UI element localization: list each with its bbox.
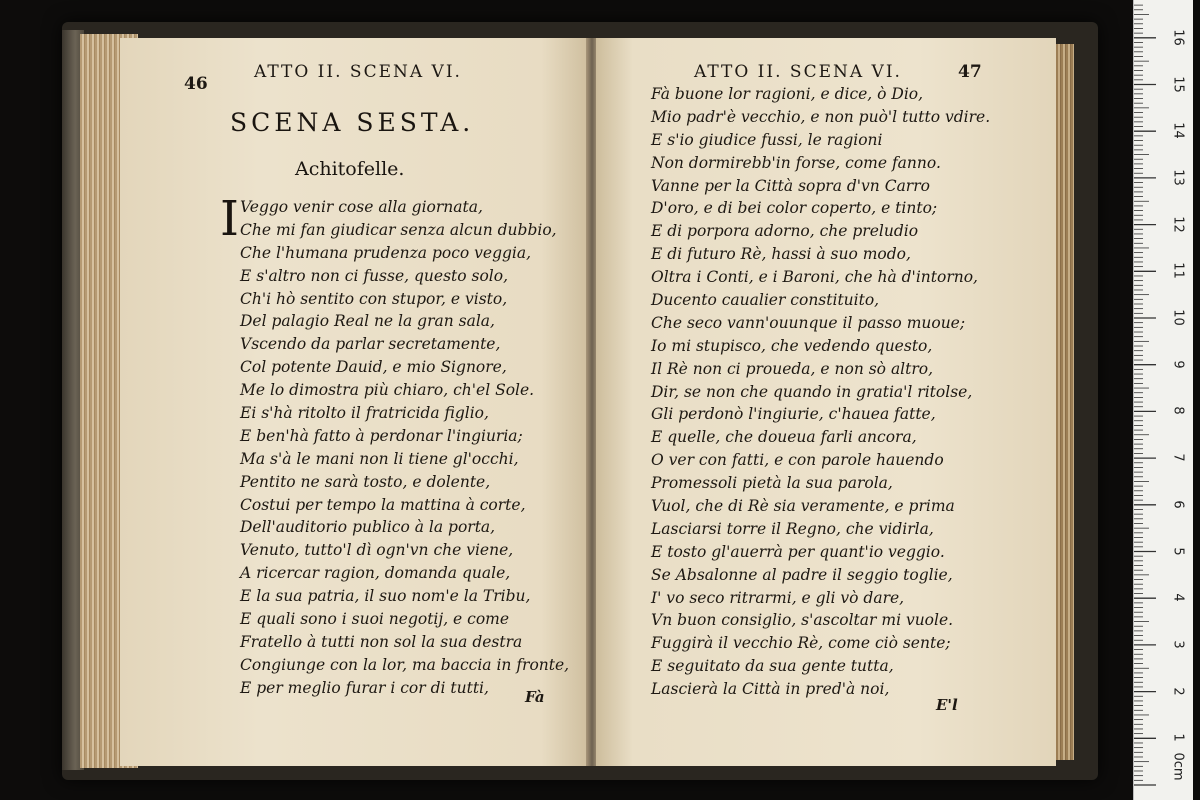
ruler-label: 12 xyxy=(1170,215,1186,233)
verse-line: Mio padr'è vecchio, e non può'l tutto vdire. xyxy=(651,107,991,126)
verse-line: Me lo dimostra più chiaro, ch'el Sole. xyxy=(240,381,535,400)
ruler-label: 14 xyxy=(1170,122,1186,139)
verse-line: Fratello à tutti non sol la sua destra xyxy=(240,632,523,651)
right-page xyxy=(596,38,1056,766)
verse-line: Oltra i Conti, e i Baroni, che hà d'intorno, xyxy=(651,268,978,287)
ruler-label: 3 xyxy=(1170,640,1186,649)
left-page xyxy=(120,38,588,766)
verse-line: Vuol, che di Rè sia veramente, e prima xyxy=(651,497,955,516)
ruler-label: 9 xyxy=(1170,360,1186,369)
verse-line: E s'altro non ci fusse, questo solo, xyxy=(240,266,509,285)
verse-line: Gli perdonò l'ingiurie, c'hauea fatte, xyxy=(651,405,936,424)
running-head: ATTO II. SCENA VI. xyxy=(694,62,902,82)
verse-line: Ma s'à le mani non li tiene gl'occhi, xyxy=(240,449,519,468)
ruler-label: 1 xyxy=(1170,733,1186,742)
ruler-label: 0cm xyxy=(1170,752,1186,781)
ruler-label: 2 xyxy=(1170,686,1186,696)
ruler-label: 10 xyxy=(1170,309,1186,326)
ruler-label: 6 xyxy=(1170,500,1186,509)
verse-line: Il Rè non ci proueda, e non sò altro, xyxy=(651,359,934,378)
verse-line: Promessoli pietà la sua parola, xyxy=(651,474,893,493)
verse-line: Che mi fan giudicar senza alcun dubbio, xyxy=(240,220,557,239)
verse-line: E tosto gl'auerrà per quant'io veggio. xyxy=(651,542,945,561)
verse-line: E ben'hà fatto à perdonar l'ingiuria; xyxy=(240,426,523,445)
verse-line: Ch'i hò sentito con stupor, e visto, xyxy=(240,289,508,308)
ruler-label: 11 xyxy=(1170,262,1186,280)
verse-line: Che seco vann'ouunque il passo muoue; xyxy=(651,313,966,332)
ruler-label: 16 xyxy=(1170,29,1186,46)
verse-line: E quali sono i suoi negotij, e come xyxy=(240,610,510,629)
verse-line: Del palagio Real ne la gran sala, xyxy=(240,312,495,331)
ruler-label: 15 xyxy=(1170,75,1186,93)
verse-line: O ver con fatti, e con parole hauendo xyxy=(651,451,944,470)
verse-line: Vanne per la Città sopra d'vn Carro xyxy=(651,176,930,195)
verse-line: Col potente Dauid, e mio Signore, xyxy=(240,358,507,377)
verse-line: Dir, se non che quando in gratia'l ritolse, xyxy=(651,382,973,401)
verse-line: D'oro, e di bei color coperto, e tinto; xyxy=(651,199,938,218)
ruler-label: 4 xyxy=(1170,593,1186,602)
verse-lines xyxy=(651,83,990,701)
verse-line: Venuto, tutto'l dì ogn'vn che viene, xyxy=(240,541,514,560)
page-number: 46 xyxy=(184,74,208,94)
verse-line: I' vo seco ritrarmi, e gli vò dare, xyxy=(651,588,905,607)
verse-line: E quelle, che doueua farli ancora, xyxy=(651,428,917,447)
verse-line: Se Absalonne al padre il seggio toglie, xyxy=(651,565,953,584)
running-head: ATTO II. SCENA VI. xyxy=(254,62,462,82)
drop-cap: I xyxy=(220,191,239,247)
catchword: Fà xyxy=(525,688,545,706)
ruler-label: 13 xyxy=(1170,169,1186,186)
verse-line: Fà buone lor ragioni, e dice, ò Dio, xyxy=(651,85,924,103)
verse-line: E s'io giudice fussi, le ragioni xyxy=(651,130,883,149)
verse-line: Vn buon consiglio, s'ascoltar mi vuole. xyxy=(651,611,954,630)
verse-line: Io mi stupisco, che vedendo questo, xyxy=(651,336,933,355)
verse-lines xyxy=(240,196,569,700)
verse-line: Veggo venir cose alla giornata, xyxy=(240,198,483,216)
ruler-label: 7 xyxy=(1170,453,1186,462)
verse-line: E per meglio furar i cor di tutti, xyxy=(240,678,489,697)
verse-line: Non dormirebb'in forse, come fanno. xyxy=(651,153,941,172)
verse-line: E di futuro Rè, hassi à suo modo, xyxy=(651,245,911,264)
verse-line: Vscendo da parlar secretamente, xyxy=(240,335,501,354)
verse-line: E seguitato da sua gente tutta, xyxy=(651,657,894,676)
verse-line: Lasciarsi torre il Regno, che vidirla, xyxy=(651,519,934,538)
verse-line: Costui per tempo la mattina à corte, xyxy=(240,495,526,514)
ruler-label: 5 xyxy=(1170,546,1186,556)
verse-line: Congiunge con la lor, ma baccia in fronte, xyxy=(240,655,570,674)
verse-line: E di porpora adorno, che preludio xyxy=(651,222,919,241)
catchword: E'l xyxy=(936,696,958,714)
verse-line: A ricercar ragion, domanda quale, xyxy=(240,564,511,583)
verse-line: Che l'humana prudenza poco veggia, xyxy=(240,243,532,262)
measurement-ruler xyxy=(1133,0,1193,800)
scene-title: SCENA SESTA. xyxy=(230,108,475,137)
verse-line: Ei s'hà ritolto il fratricida figlio, xyxy=(240,404,489,423)
verse-line: E la sua patria, il suo nom'e la Tribu, xyxy=(240,587,531,606)
page-number: 47 xyxy=(958,62,982,82)
verse-line: Pentito ne sarà tosto, e dolente, xyxy=(240,472,491,491)
ruler-label: 8 xyxy=(1170,406,1186,416)
verse-line: Lascierà la Città in pred'à noi, xyxy=(651,680,890,699)
speaker-name: Achitofelle. xyxy=(295,158,405,180)
verse-line: Fuggirà il vecchio Rè, come ciò sente; xyxy=(651,634,951,653)
verse-line: Dell'auditorio publico à la porta, xyxy=(240,518,496,537)
verse-line: Ducento caualier constituito, xyxy=(651,291,880,310)
